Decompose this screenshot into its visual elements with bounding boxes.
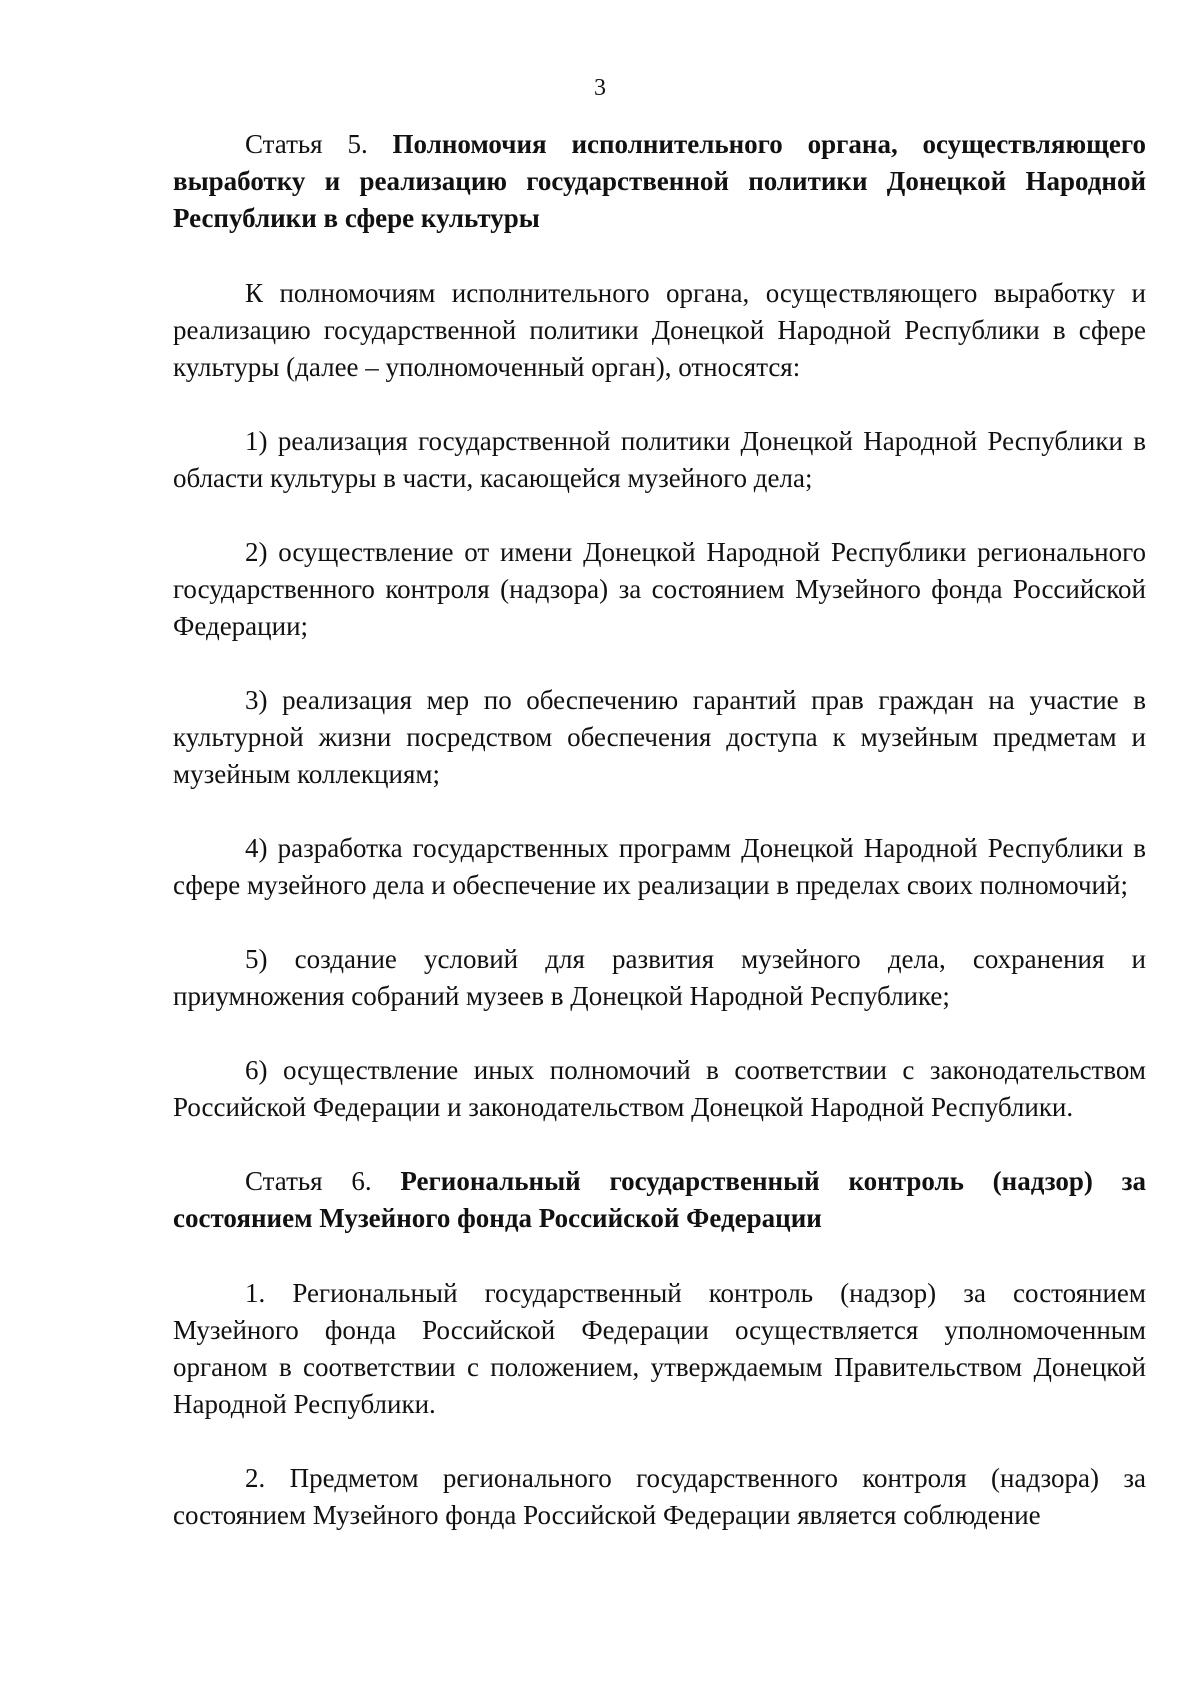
page-number: 3 bbox=[594, 75, 606, 101]
article-5-item-5: 5) создание условий для развития музейного дела, сохранения и приумножения собраний музеев в Донецкой Народной Республике; bbox=[173, 944, 1146, 1011]
article-5-label: Статья 5. bbox=[245, 129, 368, 159]
article-6-label: Статья 6. bbox=[245, 1166, 372, 1196]
article-5-item-3: 3) реализация мер по обеспечению гарантий прав граждан на участие в культурной жизни посредством обеспечения доступа к музейным предметам и музейным коллекциям; bbox=[173, 685, 1146, 789]
article-5-intro: К полномочиям исполнительного органа, осуществляющего выработку и реализацию государственной политики Донецкой Народной Республики в сфере культуры (далее – уполномоченный орган), относятся: bbox=[173, 278, 1146, 382]
article-5-item-4: 4) разработка государственных программ Донецкой Народной Республики в сфере музейного дела и обеспечение их реализации в пределах своих полномочий; bbox=[173, 833, 1146, 900]
article-6-heading bbox=[173, 1163, 1146, 1237]
article-5-item-2: 2) осуществление от имени Донецкой Народной Республики регионального государственного контроля (надзора) за состоянием Музейного фонда Российской Федерации; bbox=[173, 537, 1146, 641]
article-6-title: Региональный государственный контроль (надзор) за состоянием Музейного фонда Российской Федерации bbox=[173, 1166, 1147, 1233]
article-5-title: Полномочия исполнительного органа, осуществляющего выработку и реализацию государственной политики Донецкой Народной Республики в сфере культуры bbox=[173, 129, 1146, 233]
article-5-item-1: 1) реализация государственной политики Донецкой Народной Республики в области культуры в части, касающейся музейного дела; bbox=[173, 426, 1146, 493]
article-5-heading bbox=[173, 126, 1146, 237]
document-body bbox=[173, 126, 1146, 1571]
article-5-item-6: 6) осуществление иных полномочий в соответствии с законодательством Российской Федерации и законодательством Донецкой Народной Республики. bbox=[173, 1055, 1146, 1122]
article-6-item-1: 1. Региональный государственный контроль (надзор) за состоянием Музейного фонда Российской Федерации осуществляется уполномоченным органом в соответствии с положением, утверждаемым Правительством Донецкой Народной Республики. bbox=[173, 1278, 1146, 1419]
article-6-item-2: 2. Предметом регионального государственного контроля (надзора) за состоянием Музейного фонда Российской Федерации является соблюдение bbox=[173, 1463, 1146, 1530]
